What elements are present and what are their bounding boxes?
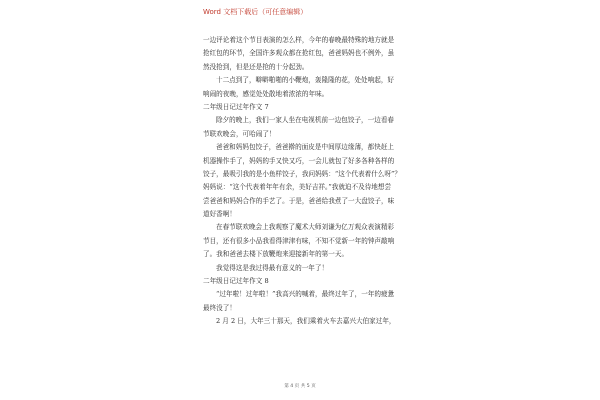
paragraph-line: 饺子，最吸引我的是小鱼样饺子，我问妈妈：“这个代表着什么呀”？ xyxy=(203,169,401,178)
paragraph-line: “过年啦！过年啦！”我高兴的喊着，最终过年了，一年的疲惫 xyxy=(216,290,395,299)
paragraph-line: 除夕的晚上，我们一家人坐在电视机前一边包饺子，一边看春 xyxy=(216,116,395,125)
section-heading xyxy=(203,101,411,114)
paragraph-line: 道好香啊！ xyxy=(203,210,236,219)
paragraph-line: 妈妈说：“这个代表着年年有余，美好吉祥。”我就迫不及待地想尝 xyxy=(203,183,392,192)
paragraph-line: 响闹的夜晚，感觉处处散地着浓浓的年味。 xyxy=(203,89,329,98)
paragraph xyxy=(203,114,411,141)
paragraph xyxy=(203,181,411,221)
paragraph-line: 节目，还有很多小品我看得津津有味，不知不觉新一年的钟声敲响 xyxy=(203,236,395,245)
paragraph-line: 2 月 2 日，大年三十那天，我们乘着火车去嘉兴大伯家过年， xyxy=(216,317,396,326)
paragraph xyxy=(203,34,411,74)
paragraph-line: 抢红包的环节，全国许多观众都在抢红包，爸爸妈妈也不例外，虽 xyxy=(203,49,395,58)
page-header: Word 文档下载后（可任意编辑） xyxy=(203,8,308,16)
document-body xyxy=(203,34,411,329)
heading-text: 二年级日记过年作文 8 xyxy=(203,277,269,286)
heading-text: 二年级日记过年作文 7 xyxy=(203,102,269,111)
paragraph-line: 我觉得这是我过得最有意义的一年了！ xyxy=(216,263,329,272)
paragraph-line: 然没抢到，但是还是抢的十分起劲。 xyxy=(203,62,309,71)
paragraph xyxy=(203,221,411,261)
paragraph-line: 机器操作手了，妈妈的手又快又巧，一会儿就包了好多各种各样的 xyxy=(203,156,395,165)
paragraph-line: 节联欢晚会，可哈闹了！ xyxy=(203,129,276,138)
paragraph xyxy=(203,262,411,275)
section-heading xyxy=(203,275,411,288)
paragraph-line: 一边评论着这个节目表演的怎么样，今年的春晚最特殊的地方就是 xyxy=(203,36,395,44)
paragraph-line: 尝爸爸和妈妈合作的手艺了。于是，爸爸给我煮了一大盘饺子，味 xyxy=(203,196,395,205)
paragraph xyxy=(203,288,411,315)
paragraph xyxy=(203,74,411,101)
paragraph-line: 十二点到了，噼噼啪啪的小鞭炮，轰隆隆的花，处处响起，好 xyxy=(216,76,395,85)
paragraph-line: 了。我和爸爸去楼下放鞭炮来迎接新年的第一天。 xyxy=(203,250,349,259)
paragraph-line: 在春节联欢晚会上我观察了魔术大师刘谦为亿万观众表演精彩 xyxy=(216,223,395,232)
paragraph xyxy=(203,141,411,181)
page-footer: 第 4 页 共 5 页 xyxy=(284,384,316,389)
paragraph-line: 爸爸和妈妈包饺子，爸爸擀的面皮是中间厚边缘薄，都快赶上 xyxy=(216,143,395,152)
paragraph xyxy=(203,315,411,328)
paragraph-line: 最终没了！ xyxy=(203,303,236,312)
